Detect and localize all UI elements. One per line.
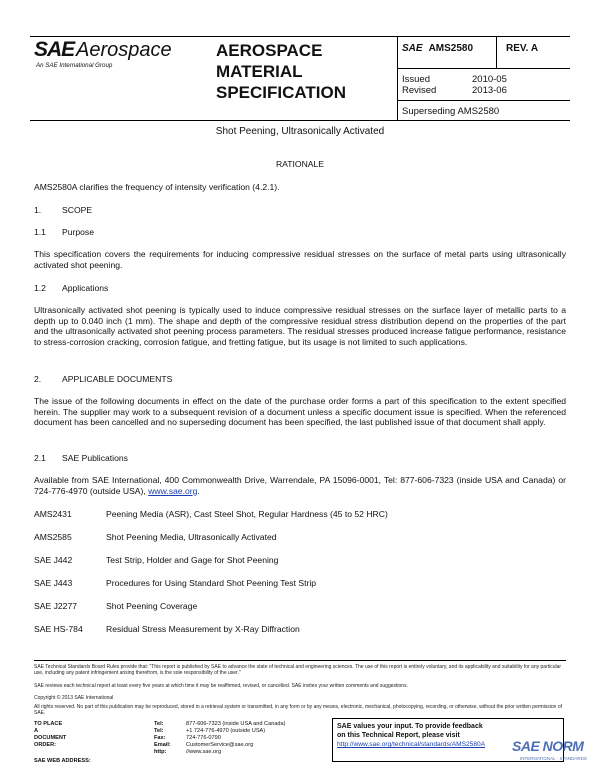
section-purpose-heading: 1.1 Purpose	[34, 227, 95, 237]
sae-publications-text: Available from SAE International, 400 Commonwealth Drive, Warrendale, PA 15096-0001, Tel: 877-606-7323 (inside USA and Canada) or 724-776-4970 (outside USA), www.sae.org.	[34, 475, 566, 496]
footer-board-rules: SAE Technical Standards Board Rules provide that: "This report is published by SAE to advance the state of technical and engineering sciences. The use of this report is entirely voluntary, and its applicability and suitability for any particular use, including any patent infringement arising therefrom, is the sole responsibility of the user."	[34, 664, 562, 676]
applications-text: Ultrasonically activated shot peening is typically used to induce compressive residual stresses on the surface layer of metallic parts to a depth up to 0.040 inch (1 mm). The shape and depth of the compressive residual stress distribution depend on the properties of the part and the ultrasonically activated shot peening process parameters. The residual stresses produced increase fatigue performance, resistance to stress-corrosion cracking, corrosion fatigue, and fretting fatigue, but its usage is not limited to such applications.	[34, 305, 566, 347]
logo-aerospace: Aerospace	[76, 39, 172, 61]
sae-web-link[interactable]: //www.sae.org	[186, 749, 222, 755]
watermark-subtitle: INTERNATIONAL · STANDARDS	[520, 756, 587, 761]
section-applicable-documents-heading: 2. APPLICABLE DOCUMENTS	[34, 374, 173, 384]
revision-label: REV. A	[506, 43, 539, 54]
logo-sae: SAE	[34, 38, 75, 61]
header-bottom-border	[30, 120, 570, 121]
web-address-label: SAE WEB ADDRESS:	[34, 758, 91, 764]
superseding-note: Superseding AMS2580	[402, 106, 500, 117]
header-divider-h2	[397, 100, 570, 101]
sae-website-link[interactable]: www.sae.org	[148, 485, 198, 496]
footer-rule	[34, 660, 566, 661]
header-divider-h1	[397, 68, 570, 69]
issue-dates: Issued 2010-05 Revised 2013-06	[402, 74, 507, 96]
applicable-documents-text: The issue of the following documents in effect on the date of the purchase order forms a part of this specification to the extent specified herein. The supplier may work to a subsequent revision of a document unless a specific document issue is specified. When the referenced document has been cancelled and no superseding document has been specified, the last published issue of that document shall apply.	[34, 396, 566, 428]
purpose-text: This specification covers the requirements for inducing compressive residual stresses on the surface of metal parts using ultrasonically activated shot peening.	[34, 249, 566, 270]
section-sae-publications-heading: 2.1 SAE Publications	[34, 453, 128, 463]
logo-subtitle: An SAE International Group	[36, 62, 113, 69]
document-page: SAE Aerospace An SAE International Group AEROSPACE MATERIAL SPECIFICATION SAE AMS2580 REV. A Issued 2010-05 Revised 2013-06 Superseding AMS2580 Shot Peening, Ultrasonically Activated RATIONALE AMS2580A clarifies the frequency of intensity verification (4.2.1). 1. SCOPE 1.1 Purpose This specification covers the requirements for inducing compressive residual stresses on the surface of metal parts using ultrasonically activated shot peening. 1.2 Applications Ultrasonically activated shot peening is typically used to induce compressive residual stresses on the surface layer of metallic parts to a depth up to 0.040 inch (1 mm). The shape and depth of the compressive residual stress distribution depend on the properties of the part and the ultrasonically activated shot peening process parameters. The residual stresses produced increase fatigue performance, resistance to stress-corrosion cracking, corrosion fatigue, and fretting fatigue, but its usage is not limited to such applications. 2. APPLICABLE DOCUMENTS The issue of the following documents in effect on the date of the purchase order forms a part of this specification to the extent specified herein. The supplier may work to a subsequent revision of a document unless a specific document issue is specified. When the referenced document has been cancelled and no superseding document has been specified, the last published issue of that document shall apply. 2.1 SAE Publications Available from SAE International, 400 Commonwealth Drive, Warrendale, PA 15096-0001, Tel: 877-606-7323 (inside USA and Canada) or 724-776-4970 (outside USA), www.sae.org. AMS2431 Peening Media (ASR), Cast Steel Shot, Regular Hardness (45 to 52 HRC) AMS2585 Shot Peening Media, Ultrasonically Activated SAE J442 Test Strip, Holder and Gage for Shot Peening SAE J443 Procedures for Using Standard Shot Peening Test Strip SAE J2277 Shot Peening Coverage SAE HS-784 Residual Stress Measurement by X-Ray Diffraction SAE Technical Standards Board Rules provide that: "This report is published by SAE to advance the state of technical and engineering sciences. The use of this report is entirely voluntary, and its applicability and suitability for any particular use, including any patent infringement arising therefrom, is the sole responsibility of the user." SAE reviews each technical report at least every five years at which time it may be reaffirmed, revised, or cancelled. SAE invites your written comments and suggestions. Copyright © 2013 SAE International All rights reserved. No part of this publication may be reproduced, stored in a retrieval system or transmitted, in any form or by any means, electronic, mechanical, photocopying, recording, or otherwise, without the prior written permission of SAE. TO PLACE A DOCUMENT ORDER: Tel: 877-606-7323 (inside USA and Canada) Tel: +1 724-776-4970 (outside USA) Fax: 724-776-0790 Email: CustomerService@sae.org http: //www.sae.org SAE WEB ADDRESS: SAE values your input. To provide feedback on this Technical Report, please visit http://www.sae.org/technical/standards/AMS2580A SAE NORM INTERNATIONAL · STANDARDS	[0, 0, 600, 776]
section-applications-heading: 1.2 Applications	[34, 283, 109, 293]
document-subtitle: Shot Peening, Ultrasonically Activated	[215, 126, 385, 137]
document-number: SAE AMS2580	[402, 43, 474, 54]
header-top-border	[30, 36, 570, 37]
sae-aerospace-logo	[34, 38, 194, 78]
feedback-box: SAE values your input. To provide feedback on this Technical Report, please visit http://www.sae.org/technical/standards/AMS2580A	[332, 718, 564, 762]
footer-rights: All rights reserved. No part of this publication may be reproduced, stored in a retrieval system or transmitted, in any form or by any means, electronic, mechanical, photocopying, recording, or otherwise, without the prior written permission of SAE.	[34, 704, 563, 716]
footer-review-note: SAE reviews each technical report at least every five years at which time it may be reaffirmed, revised, or cancelled. SAE invites your written comments and suggestions.	[34, 683, 408, 689]
rationale-text: AMS2580A clarifies the frequency of intensity verification (4.2.1).	[34, 182, 280, 192]
header-divider-v2	[496, 36, 497, 68]
spec-type-title: AEROSPACE MATERIAL SPECIFICATION	[216, 41, 347, 102]
section-scope-heading: 1. SCOPE	[34, 205, 93, 215]
rationale-heading: RATIONALE	[275, 159, 325, 169]
feedback-link[interactable]: http://www.sae.org/technical/standards/AMS2580A	[337, 741, 486, 748]
footer-copyright: Copyright © 2013 SAE International	[34, 695, 114, 701]
header-divider-v1	[397, 36, 398, 120]
watermark-logo: SAE NORM	[512, 738, 584, 754]
customer-service-email[interactable]: CustomerService@sae.org	[186, 742, 254, 748]
